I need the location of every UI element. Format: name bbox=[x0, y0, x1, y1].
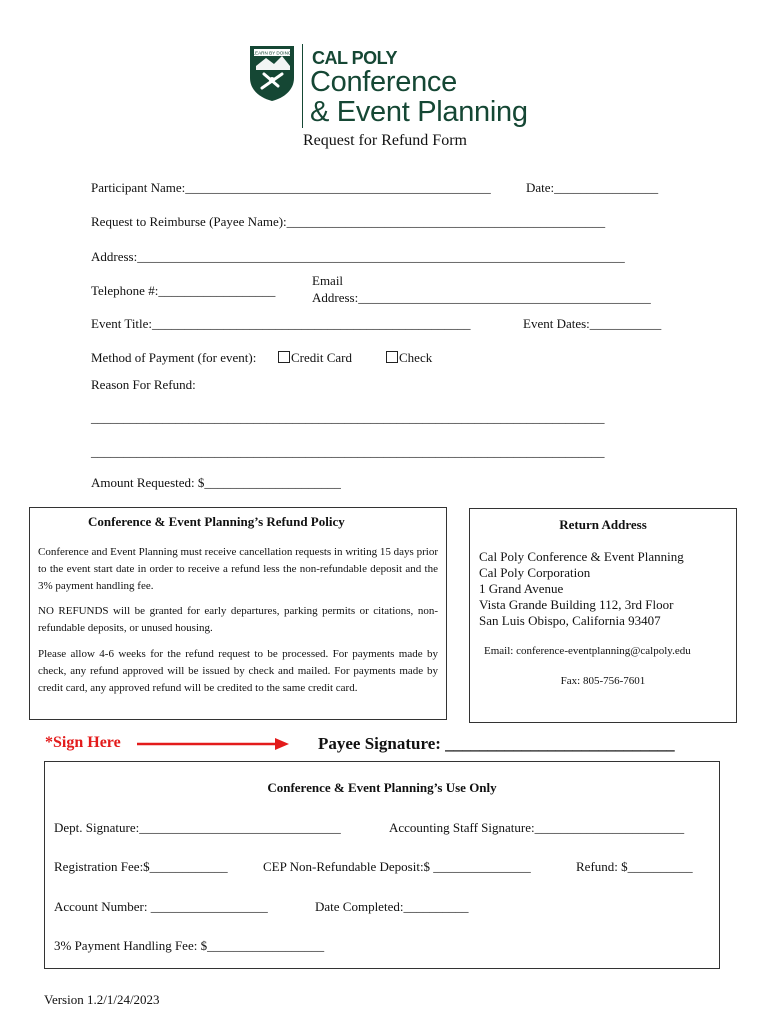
sign-here-label: *Sign Here bbox=[45, 734, 121, 751]
credit-card-option[interactable] bbox=[278, 350, 352, 366]
credit-card-checkbox[interactable] bbox=[278, 351, 290, 363]
office-use-box bbox=[44, 761, 720, 969]
payment-method-label: Method of Payment (for event): bbox=[91, 350, 257, 365]
payee-name-field[interactable]: Request to Reimburse (Payee Name):_________________________________________________ bbox=[91, 214, 606, 229]
account-number-field[interactable]: Account Number: __________________ bbox=[54, 899, 268, 914]
date-completed-field[interactable]: Date Completed:__________ bbox=[315, 899, 469, 914]
logo-title-line2: & Event Planning bbox=[310, 96, 528, 128]
participant-name-field[interactable]: Participant Name:_______________________________________________ bbox=[91, 180, 491, 195]
logo-wordmark: CAL POLY bbox=[312, 48, 398, 68]
return-address-fax: Fax: 805-756-7601 bbox=[560, 675, 646, 687]
return-address-line-2: Cal Poly Corporation bbox=[479, 565, 591, 580]
reason-line-2[interactable]: _______________________________________________________________________________ bbox=[91, 444, 605, 459]
handling-fee-field[interactable]: 3% Payment Handling Fee: $__________________ bbox=[54, 938, 325, 953]
refund-policy-paragraph-3: Please allow 4-6 weeks for the refund request to be processed. For payments made by check, any refund approved will be issued by check and mailed. For payments made by credit card, any approved refund will be credited to the same credit card. bbox=[38, 648, 438, 694]
return-address-line-4: Vista Grande Building 112, 3rd Floor bbox=[479, 597, 674, 612]
refund-policy-title: Conference & Event Planning’s Refund Policy bbox=[88, 514, 345, 529]
registration-fee-field[interactable]: Registration Fee:$____________ bbox=[54, 859, 228, 874]
refund-policy-box bbox=[29, 507, 447, 720]
address-field[interactable]: Address:___________________________________________________________________________ bbox=[91, 249, 625, 264]
telephone-field[interactable]: Telephone #:__________________ bbox=[91, 283, 276, 298]
return-address-email: Email: conference-eventplanning@calpoly.edu bbox=[484, 645, 691, 657]
event-title-field[interactable]: Event Title:_________________________________________________ bbox=[91, 316, 471, 331]
check-label: Check bbox=[399, 350, 433, 365]
event-dates-field[interactable]: Event Dates:___________ bbox=[523, 316, 662, 331]
date-field[interactable]: Date:________________ bbox=[526, 180, 659, 195]
version-label: Version 1.2/1/24/2023 bbox=[44, 992, 160, 1007]
return-address-box bbox=[469, 508, 737, 723]
email-label: Email bbox=[312, 273, 344, 288]
check-checkbox[interactable] bbox=[386, 351, 398, 363]
return-address-line-3: 1 Grand Avenue bbox=[479, 581, 564, 596]
logo-title-line1: Conference bbox=[310, 66, 457, 98]
office-use-title: Conference & Event Planning’s Use Only bbox=[267, 780, 497, 795]
payee-signature-field[interactable]: Payee Signature: ___________________________ bbox=[318, 734, 675, 753]
return-address-title: Return Address bbox=[559, 517, 647, 532]
credit-card-label: Credit Card bbox=[291, 350, 353, 365]
shield-motto: LEARN BY DOING bbox=[252, 50, 292, 56]
check-option[interactable] bbox=[386, 350, 432, 366]
form-title: Request for Refund Form bbox=[303, 132, 467, 149]
refund-field[interactable]: Refund: $__________ bbox=[576, 859, 693, 874]
email-address-field[interactable]: Address:_____________________________________________ bbox=[312, 290, 651, 305]
amount-requested-field[interactable]: Amount Requested: $_____________________ bbox=[91, 475, 341, 490]
dept-signature-field[interactable]: Dept. Signature:_______________________________ bbox=[54, 820, 341, 835]
refund-policy-paragraph-2: NO REFUNDS will be granted for early departures, parking permits or citations, non-refundable deposits, or unused housing. bbox=[38, 605, 438, 634]
logo-divider bbox=[302, 44, 303, 128]
arrow-right-icon bbox=[135, 736, 291, 752]
return-address-line-1: Cal Poly Conference & Event Planning bbox=[479, 549, 684, 564]
accounting-signature-field[interactable]: Accounting Staff Signature:_______________________ bbox=[389, 820, 685, 835]
reason-label: Reason For Refund: bbox=[91, 377, 196, 392]
cep-deposit-field[interactable]: CEP Non-Refundable Deposit:$ _______________ bbox=[263, 859, 531, 874]
return-address-line-5: San Luis Obispo, California 93407 bbox=[479, 613, 661, 628]
refund-policy-paragraph-1: Conference and Event Planning must receive cancellation requests in writing 15 days prior to the event start date in order to receive a refund less the non-refundable deposit and the 3% payment handling fee. bbox=[38, 546, 438, 592]
calpoly-shield-icon bbox=[248, 44, 296, 102]
reason-line-1[interactable]: _______________________________________________________________________________ bbox=[91, 410, 605, 425]
